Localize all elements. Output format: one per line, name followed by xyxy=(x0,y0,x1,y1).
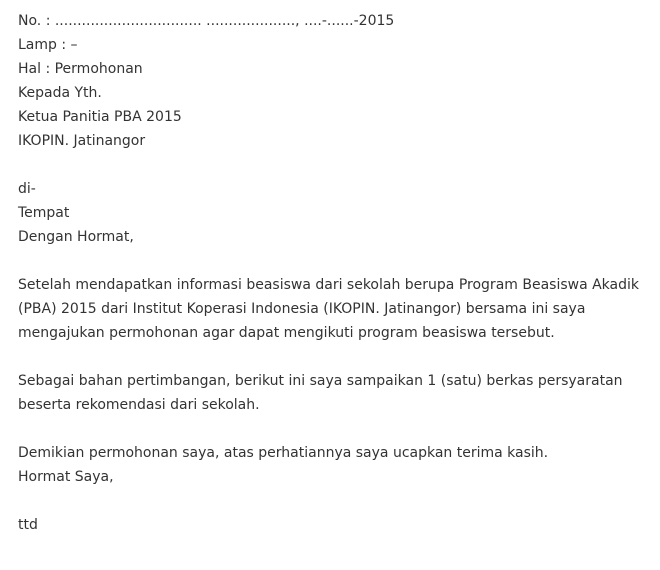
body-paragraph-2-line-1: Sebagai bahan pertimbangan, berikut ini saya sampaikan 1 (satu) berkas persyaratan xyxy=(18,373,623,389)
spacer xyxy=(18,345,648,369)
letter-attachment: Lamp : – xyxy=(18,37,78,53)
spacer xyxy=(18,153,648,177)
location-tempat: Tempat xyxy=(18,205,70,221)
spacer xyxy=(18,249,648,273)
closing: Hormat Saya, xyxy=(18,469,114,485)
recipient-name: Ketua Panitia PBA 2015 xyxy=(18,109,182,125)
location-di: di- xyxy=(18,181,36,197)
body-paragraph-3: Demikian permohonan saya, atas perhatiannya saya ucapkan terima kasih. xyxy=(18,445,549,461)
spacer xyxy=(18,417,648,441)
recipient-institution: IKOPIN. Jatinangor xyxy=(18,133,146,149)
signature: ttd xyxy=(18,517,38,533)
body-paragraph-1-line-1: Setelah mendapatkan informasi beasiswa dari sekolah berupa Program Beasiswa Akadik xyxy=(18,277,640,293)
recipient-greeting: Kepada Yth. xyxy=(18,85,102,101)
letter-number: No. : ................................. ...................., ....-......-2015 xyxy=(18,13,395,29)
letter-document xyxy=(18,9,648,537)
salutation: Dengan Hormat, xyxy=(18,229,134,245)
body-paragraph-2-line-2: beserta rekomendasi dari sekolah. xyxy=(18,397,260,413)
body-paragraph-1-line-3: mengajukan permohonan agar dapat mengikuti program beasiswa tersebut. xyxy=(18,325,555,341)
letter-subject: Hal : Permohonan xyxy=(18,61,143,77)
body-paragraph-1-line-2: (PBA) 2015 dari Institut Koperasi Indonesia (IKOPIN. Jatinangor) bersama ini saya xyxy=(18,301,586,317)
spacer xyxy=(18,489,648,513)
